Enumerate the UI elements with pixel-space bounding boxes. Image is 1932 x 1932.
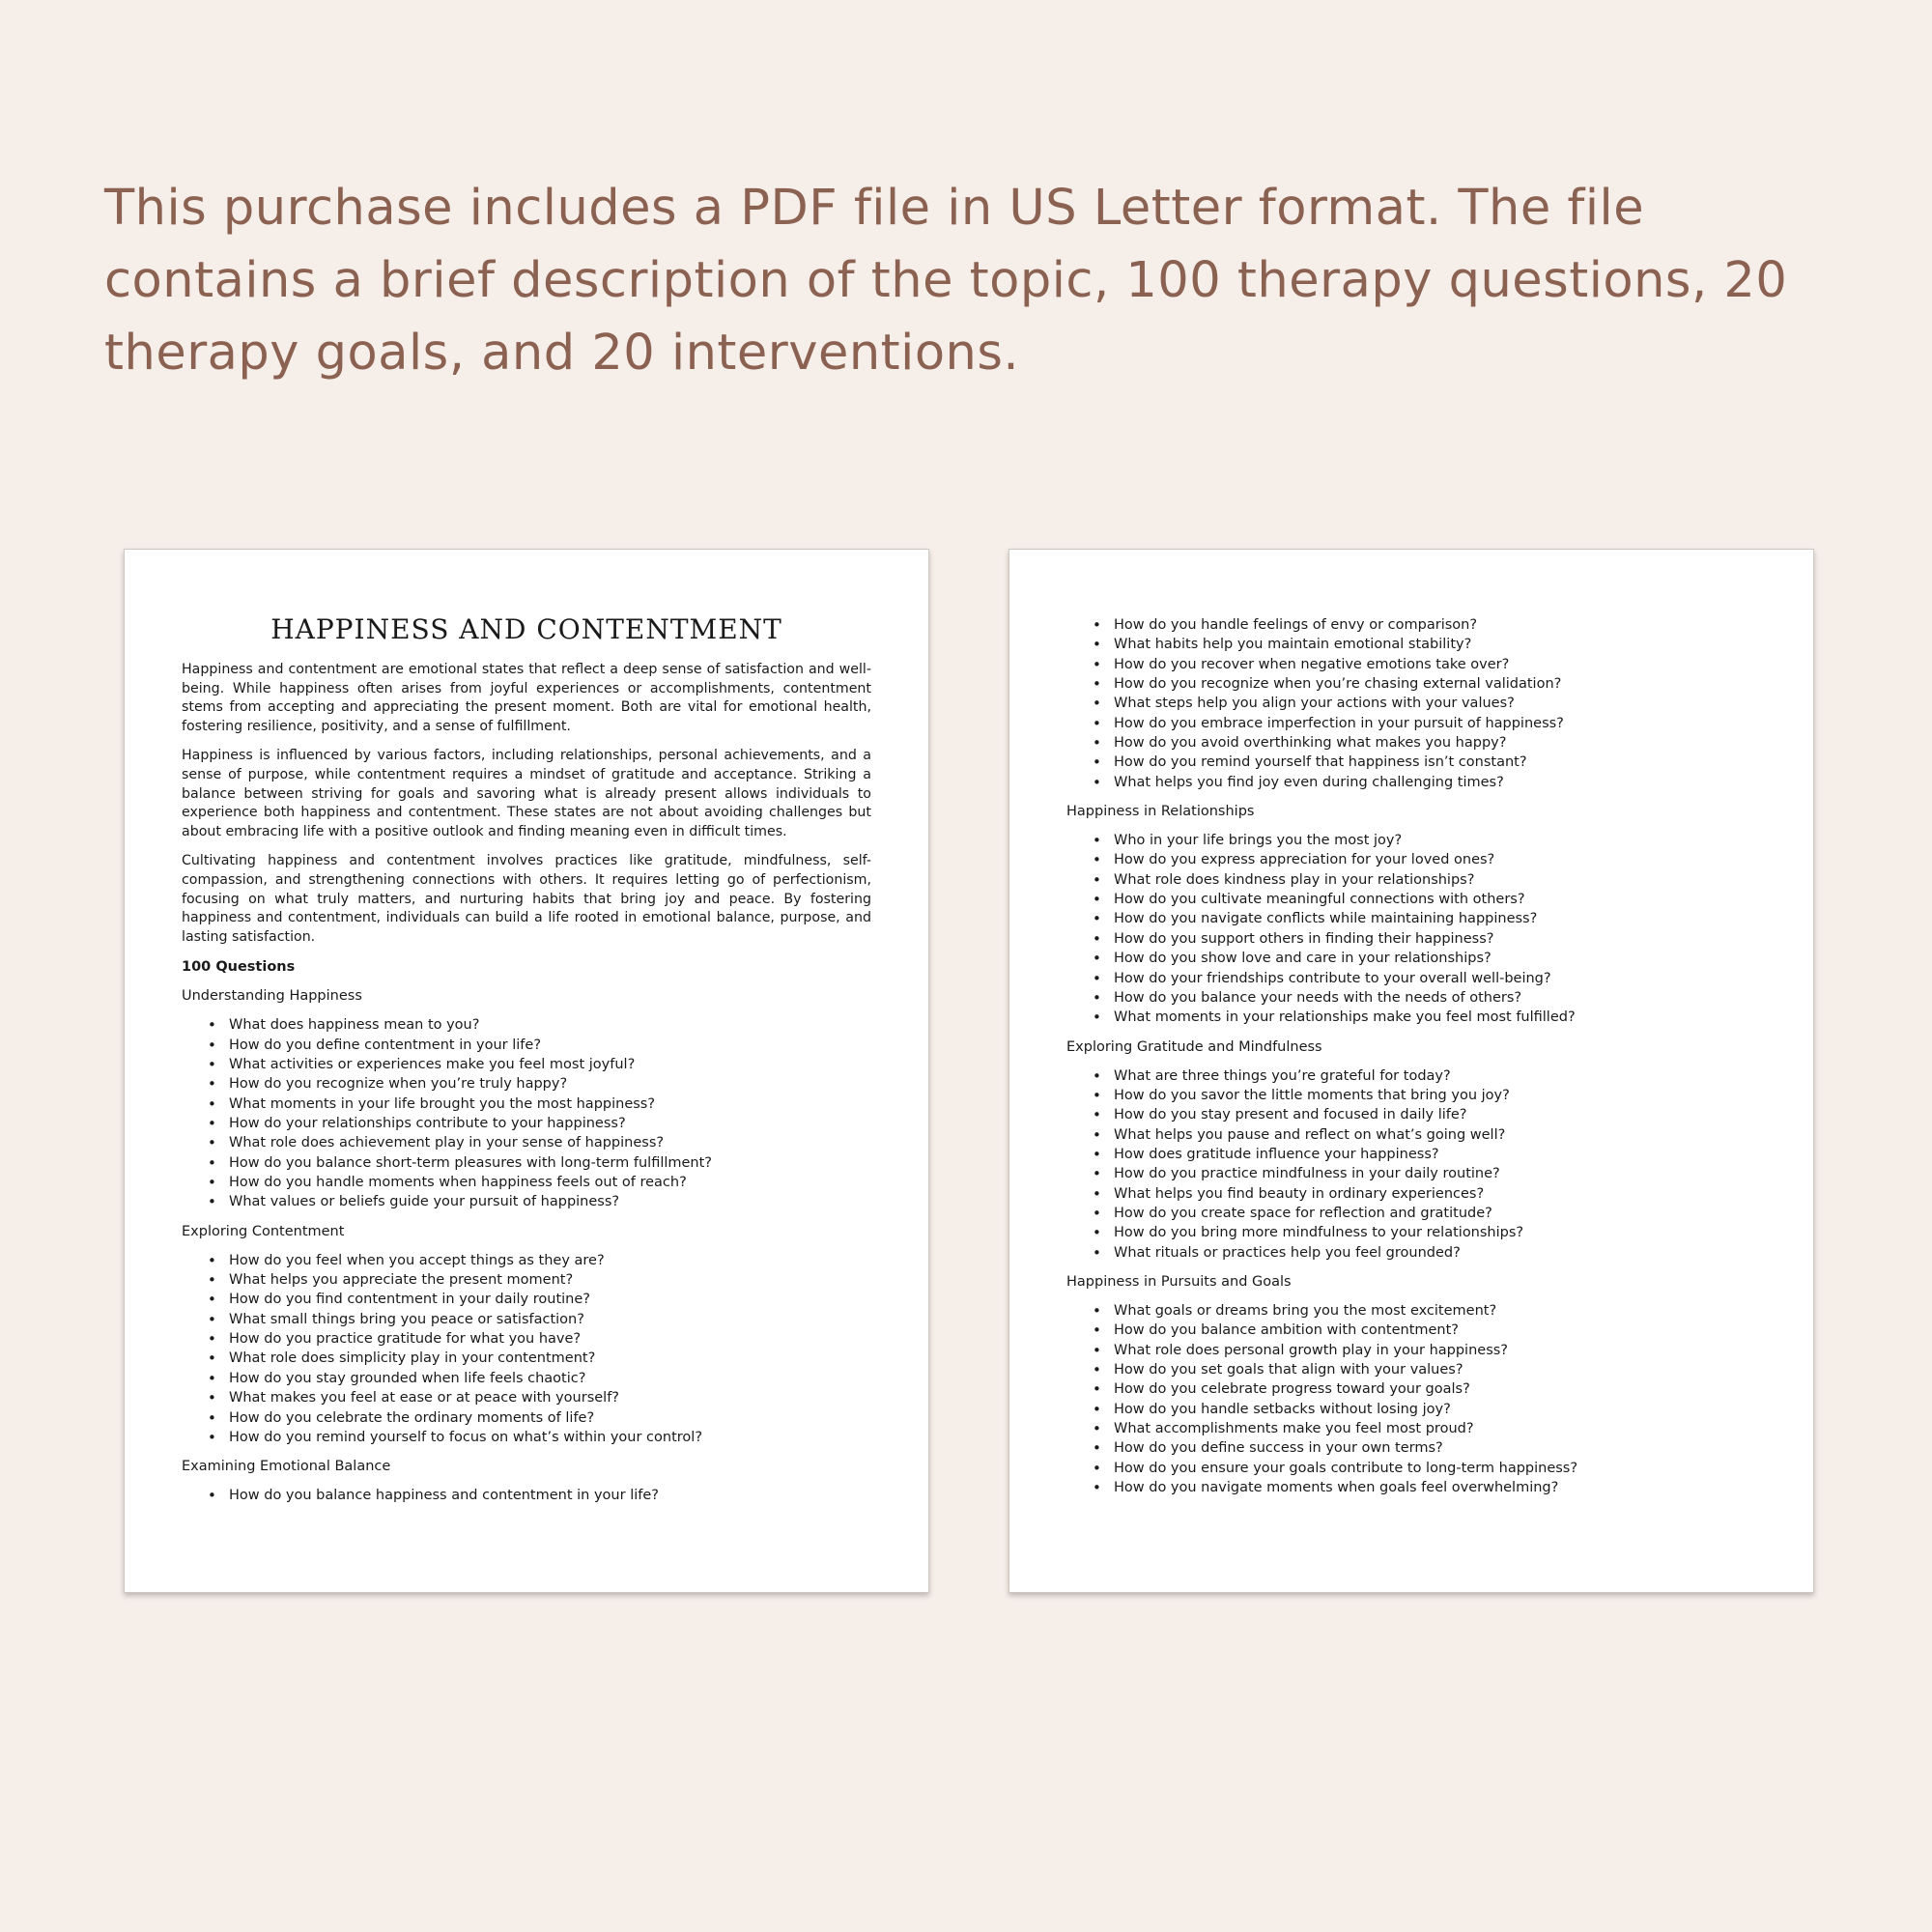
question-item: • How do you recognize when you’re chasing external validation? — [1114, 674, 1756, 694]
question-item: • What role does kindness play in your relationships? — [1114, 870, 1756, 890]
question-item: • What role does achievement play in your sense of happiness? — [229, 1133, 871, 1152]
question-item: • How do you remind yourself that happiness isn’t constant? — [1114, 753, 1756, 772]
section-title: Exploring Contentment — [182, 1223, 345, 1239]
left-question-sections — [182, 986, 871, 1505]
section-title: Happiness in Pursuits and Goals — [1066, 1273, 1292, 1290]
question-item: • How do you express appreciation for your loved ones? — [1114, 850, 1756, 869]
question-item: • What does happiness mean to you? — [229, 1015, 871, 1035]
question-item: • How do you balance ambition with contentment? — [1114, 1321, 1756, 1340]
continued-question-list — [1066, 615, 1756, 792]
question-list — [1066, 831, 1756, 1027]
document-title: HAPPINESS AND CONTENTMENT — [270, 613, 782, 645]
question-list — [182, 1486, 871, 1505]
question-item: • How do you embrace imperfection in your pursuit of happiness? — [1114, 714, 1756, 733]
question-item: • How do you recognize when you’re truly happy? — [229, 1074, 871, 1094]
question-item: • How does gratitude influence your happiness? — [1114, 1145, 1756, 1164]
question-item: • How do you define success in your own terms? — [1114, 1438, 1756, 1458]
question-item: • How do you celebrate the ordinary moments of life? — [229, 1408, 871, 1428]
question-item: • What makes you feel at ease or at peace with yourself? — [229, 1388, 871, 1407]
question-item: • What helps you find joy even during challenging times? — [1114, 773, 1756, 792]
question-item: • What moments in your life brought you the most happiness? — [229, 1094, 871, 1114]
question-item: • What role does simplicity play in your contentment? — [229, 1349, 871, 1368]
question-item: • What goals or dreams bring you the most excitement? — [1114, 1301, 1756, 1321]
question-item: • How do you navigate moments when goals feel overwhelming? — [1114, 1478, 1756, 1497]
question-item: • How do you balance happiness and contentment in your life? — [229, 1486, 871, 1505]
section-title: Happiness in Relationships — [1066, 804, 1255, 820]
right-document-page — [1009, 549, 1814, 1593]
question-item: • What activities or experiences make you feel most joyful? — [229, 1055, 871, 1074]
question-item: • What are three things you’re grateful for today? — [1114, 1066, 1756, 1086]
intro-paragraph: Cultivating happiness and contentment involves practices like gratitude, mindfulness, self-compassion, and strengthening connections with others. It requires letting go of perfectionism, focusing on what truly matters, and nurturing habits that bring joy and peace. By fostering happiness and contentment, individuals can build a life rooted in emotional balance, purpose, and lasting satisfaction. — [182, 853, 871, 945]
question-item: • What moments in your relationships make you feel most fulfilled? — [1114, 1008, 1756, 1027]
question-item: • What helps you pause and reflect on what’s going well? — [1114, 1125, 1756, 1145]
question-item: • What rituals or practices help you feel grounded? — [1114, 1243, 1756, 1263]
section-title: Understanding Happiness — [182, 988, 362, 1005]
question-item: • How do you savor the little moments that bring you joy? — [1114, 1086, 1756, 1105]
question-item: • How do you feel when you accept things as they are? — [229, 1251, 871, 1270]
question-item: • How do you define contentment in your life? — [229, 1036, 871, 1055]
question-item: • How do you cultivate meaningful connections with others? — [1114, 890, 1756, 909]
question-item: • How do your relationships contribute to your happiness? — [229, 1114, 871, 1133]
question-item: • How do your friendships contribute to your overall well-being? — [1114, 969, 1756, 988]
question-item: • How do you support others in finding their happiness? — [1114, 929, 1756, 949]
intro-paragraph: Happiness is influenced by various factors, including relationships, personal achievements, and a sense of purpose, while contentment requires a mindset of gratitude and acceptance. Striking a balance between striving for goals and savoring what is already present allows individuals to experience both happiness and contentment. These states are not about avoiding challenges but about embracing life with a positive outlook and finding meaning even in difficult times. — [182, 748, 871, 839]
question-item: • Who in your life brings you the most joy? — [1114, 831, 1756, 850]
question-item: • What small things bring you peace or satisfaction? — [229, 1310, 871, 1329]
left-document-page — [124, 549, 929, 1593]
question-item: • How do you remind yourself to focus on what’s within your control? — [229, 1428, 871, 1447]
question-item: • How do you practice mindfulness in your daily routine? — [1114, 1164, 1756, 1183]
question-list — [182, 1015, 871, 1211]
question-item: • How do you practice gratitude for what you have? — [229, 1329, 871, 1349]
question-item: • What helps you appreciate the present moment? — [229, 1270, 871, 1290]
question-item: • How do you handle feelings of envy or comparison? — [1114, 615, 1756, 635]
question-item: • How do you handle setbacks without losing joy? — [1114, 1400, 1756, 1419]
question-item: • What helps you find beauty in ordinary experiences? — [1114, 1184, 1756, 1204]
question-item: • What accomplishments make you feel most proud? — [1114, 1419, 1756, 1438]
section-title: Exploring Gratitude and Mindfulness — [1066, 1038, 1322, 1055]
question-item: • How do you navigate conflicts while maintaining happiness? — [1114, 909, 1756, 928]
question-item: • How do you avoid overthinking what makes you happy? — [1114, 733, 1756, 753]
question-item: • How do you recover when negative emotions take over? — [1114, 655, 1756, 674]
question-item: • What habits help you maintain emotional stability? — [1114, 635, 1756, 654]
question-item: • How do you balance your needs with the needs of others? — [1114, 988, 1756, 1008]
right-question-sections — [1066, 802, 1756, 1497]
section-title: Examining Emotional Balance — [182, 1459, 391, 1475]
question-item: • How do you handle moments when happiness feels out of reach? — [229, 1173, 871, 1192]
question-item: • How do you bring more mindfulness to your relationships? — [1114, 1223, 1756, 1242]
question-item: • What steps help you align your actions with your values? — [1114, 694, 1756, 713]
question-item: • What values or beliefs guide your pursuit of happiness? — [229, 1192, 871, 1211]
question-item: • How do you stay grounded when life feels chaotic? — [229, 1369, 871, 1388]
question-list — [182, 1251, 871, 1447]
question-list — [1066, 1301, 1756, 1497]
question-item: • How do you celebrate progress toward your goals? — [1114, 1379, 1756, 1399]
question-item: • How do you find contentment in your daily routine? — [229, 1290, 871, 1309]
question-item: • How do you ensure your goals contribute to long-term happiness? — [1114, 1459, 1756, 1478]
question-item: • How do you show love and care in your relationships? — [1114, 949, 1756, 968]
question-item: • How do you set goals that align with your values? — [1114, 1360, 1756, 1379]
question-item: • What role does personal growth play in your happiness? — [1114, 1341, 1756, 1360]
question-list — [1066, 1066, 1756, 1263]
headline: This purchase includes a PDF file in US Letter format. The file contains a brief description of the topic, 100 therapy questions, 20 therapy goals, and 20 interventions. — [104, 180, 1788, 382]
intro-paragraph: Happiness and contentment are emotional states that reflect a deep sense of satisfaction and well-being. While happiness often arises from joyful experiences or accomplishments, contentment stems from accepting and appreciating the present moment. Both are vital for emotional health, fostering resilience, positivity, and a sense of fulfillment. — [182, 662, 871, 734]
question-item: • How do you balance short-term pleasures with long-term fulfillment? — [229, 1153, 871, 1173]
questions-heading: 100 Questions — [182, 959, 296, 976]
question-item: • How do you stay present and focused in daily life? — [1114, 1105, 1756, 1124]
question-item: • How do you create space for reflection and gratitude? — [1114, 1204, 1756, 1223]
